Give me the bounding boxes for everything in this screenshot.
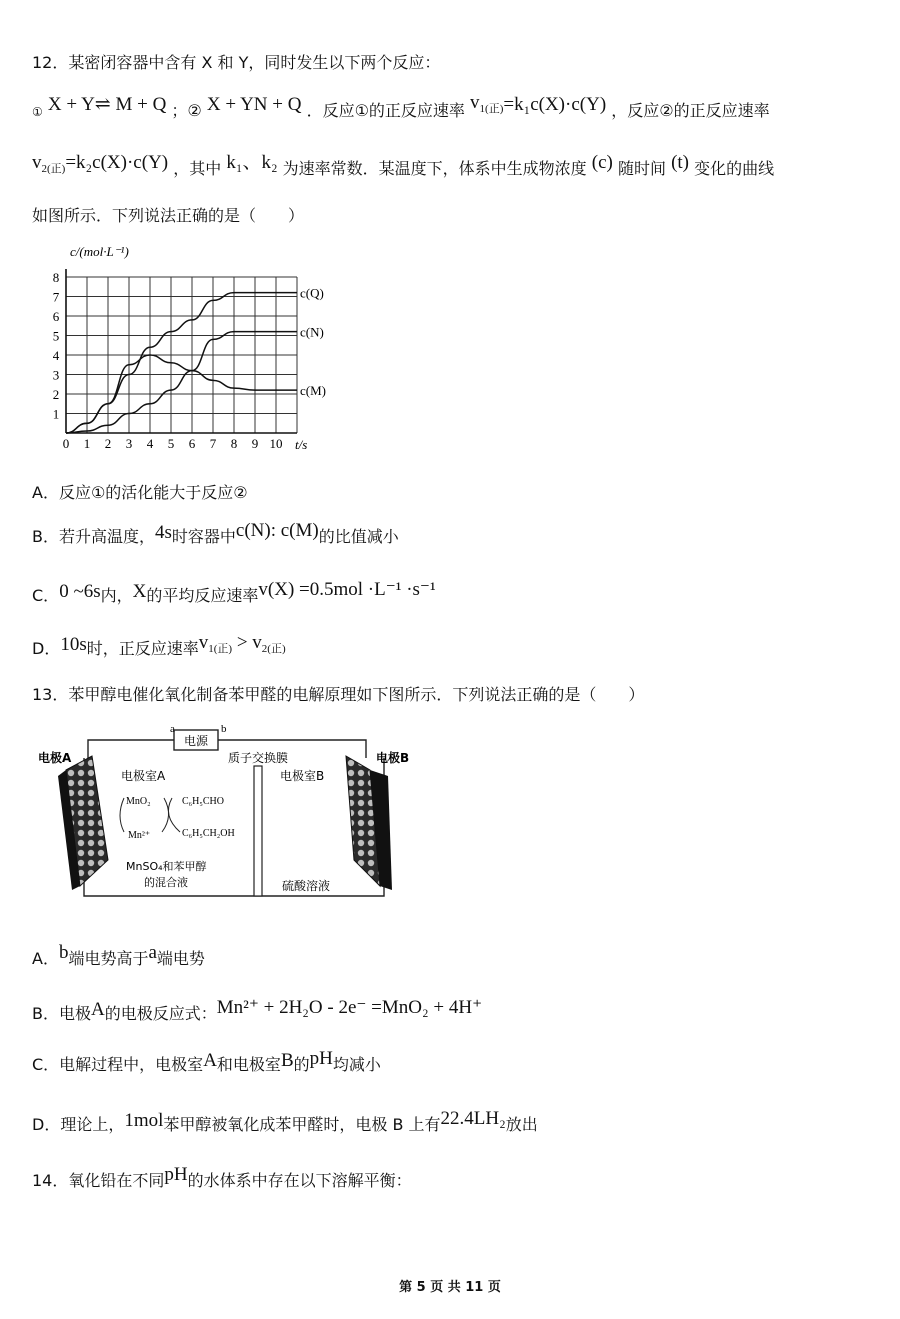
a-b-terminal: b <box>58 942 69 963</box>
x-tick-label: 7 <box>209 436 217 451</box>
terminal-a: a <box>170 723 175 735</box>
concentration-time-chart <box>36 240 336 455</box>
benzyl-alcohol-label: C₆H₅CH₂OH <box>182 828 235 839</box>
y-tick-label: 7 <box>52 289 60 305</box>
electrode-a-label: 电极A <box>38 751 72 765</box>
q12-reactions-line <box>32 92 770 123</box>
c-rate: v(X) =0.5mol ·L⁻¹ ·s⁻¹ <box>258 579 436 600</box>
series-label: c(M) <box>300 383 326 399</box>
x-axis-label: t/s <box>295 437 308 452</box>
q12-option-d: D．10s时，正反应速率$v_{1(正)} > v_{2(正)}$ <box>32 632 286 658</box>
x-tick-label: 1 <box>83 436 91 451</box>
cycle-arrow-right <box>168 798 180 832</box>
y-tick-label: 5 <box>52 328 60 344</box>
q13-option-a: A．b端电势高于a端电势 <box>32 942 205 968</box>
solution-a-line1: MnSO₄和苯甲醇 <box>126 860 207 873</box>
b-time: 4s <box>154 522 172 543</box>
x-tick-label: 4 <box>146 436 154 451</box>
text-rate1: ．反应①的正反应速率 <box>306 101 465 120</box>
terminal-b: b <box>221 723 227 735</box>
power-source-label: 电源 <box>183 734 209 748</box>
t-variable: (t) <box>671 152 690 173</box>
series-label: c(Q) <box>300 285 324 301</box>
mn2-label: Mn²⁺ <box>128 830 151 841</box>
c-chamber-a: A <box>203 1050 217 1071</box>
y-tick-label: 1 <box>52 406 60 422</box>
separator: ；② <box>171 101 202 120</box>
electrolysis-cell-diagram <box>36 718 426 903</box>
q12-stem-line1: 12．某密闭容器中含有 X 和 Y，同时发生以下两个反应： <box>32 53 441 72</box>
cycle-arrow-mid <box>162 798 169 832</box>
y-tick-label: 4 <box>52 348 60 363</box>
q12-option-c: C．0 ~6s内，X的平均反应速率v(X) =0.5mol ·L⁻¹ ·s⁻¹ <box>32 579 436 605</box>
mno2-label: MnO₂ <box>126 796 151 807</box>
reaction2-equation: X + YN + Q <box>206 94 302 115</box>
d-v1: $v_{1(正)}$ <box>198 632 233 655</box>
q12-option-b: B．若升高温度，4s时容器中c(N): c(M)的比值减小 <box>32 520 399 546</box>
x-tick-label: 0 <box>62 436 70 451</box>
electrode-equation: Mn²⁺ + 2H₂O - 2e⁻ =MnO₂ + 4H⁺ <box>216 997 483 1018</box>
series-line-cq <box>66 293 297 433</box>
q14-stem: 14．氧化铅在不同pH的水体系中存在以下溶解平衡： <box>32 1164 412 1190</box>
q13-option-d: D．理论上，1mol苯甲醇被氧化成苯甲醛时，电极 B 上有22.4LH₂放出 <box>32 1108 538 1134</box>
text-rate2: ，反应②的正反应速率 <box>611 101 770 120</box>
d-time: 10s <box>60 634 87 655</box>
q13-option-c: C．电解过程中，电极室A和电极室B的pH均减小 <box>32 1048 381 1074</box>
x-tick-label: 10 <box>269 436 283 451</box>
chart-curves <box>66 286 326 433</box>
text-curve: 变化的曲线 <box>694 159 775 178</box>
membrane-label: 质子交换膜 <box>227 751 289 765</box>
y-tick-label: 2 <box>52 387 60 402</box>
b-electrode-a: A <box>90 999 105 1020</box>
series-line-cn <box>66 332 297 433</box>
v2-label: $v_{2(正)}$ <box>32 152 66 175</box>
electrode-b-label: 电极B <box>376 751 410 765</box>
text-constants: 为速率常数．某温度下，体系中生成物浓度 <box>282 159 587 178</box>
x-tick-label: 3 <box>125 436 133 451</box>
q12-option-a: A．反应①的活化能大于反应② <box>32 483 248 502</box>
c-ph: pH <box>309 1048 333 1069</box>
c-x: X <box>132 581 147 602</box>
v2-expression: =k₂c(X)·c(Y) <box>65 152 169 173</box>
proton-exchange-membrane <box>254 766 262 896</box>
chamber-a-label: 电极室A <box>121 769 166 783</box>
c-chamber-b: B <box>280 1050 294 1071</box>
q13-stem: 13．苯甲醇电催化氧化制备苯甲醛的电解原理如下图所示．下列说法正确的是（ ） <box>32 685 645 704</box>
c-variable: (c) <box>591 152 613 173</box>
b-ratio: c(N): c(M) <box>235 520 319 541</box>
y-tick-label: 6 <box>52 309 60 324</box>
x-tick-label: 8 <box>230 436 238 451</box>
page-footer: 第 5 页 共 11 页 <box>399 1280 501 1295</box>
text-with-time: 随时间 <box>617 159 666 178</box>
x-tick-label: 5 <box>167 436 175 451</box>
solution-b-label: 硫酸溶液 <box>282 879 331 893</box>
wire-a <box>88 740 174 758</box>
y-tick-label: 3 <box>52 367 60 383</box>
v1-label: $v_{1(正)}$ <box>470 92 504 115</box>
d-volume: 22.4LH₂ <box>440 1108 506 1129</box>
x-tick-label: 2 <box>104 436 112 451</box>
d-amount: 1mol <box>124 1110 164 1131</box>
v1-expression: =k₁c(X)·c(Y) <box>503 94 607 115</box>
reaction1-equation: X + Y⇌ M + Q <box>47 94 167 115</box>
text-where: ，其中 <box>173 159 222 178</box>
q13-option-b: B．电极A的电极反应式：Mn²⁺ + 2H₂O - 2e⁻ =MnO₂ + 4H⁺ <box>32 997 483 1023</box>
q12-stem-line4: 如图所示．下列说法正确的是（ ） <box>32 206 305 225</box>
cycle-arrow-left <box>120 798 124 832</box>
x-tick-label: 9 <box>251 436 259 451</box>
d-v2: $v_{2(正)}$ <box>252 632 286 655</box>
series-label: c(N) <box>300 324 324 340</box>
y-tick-label: 8 <box>52 270 60 285</box>
c-interval: 0 ~6s <box>59 581 101 602</box>
k-variables: k₁、k₂ <box>226 152 278 173</box>
solution-a-line2: 的混合液 <box>144 876 188 889</box>
r1-mark: ① <box>32 105 43 119</box>
benzaldehyde-label: C₆H₅CHO <box>182 796 224 807</box>
x-tick-label: 6 <box>188 436 196 451</box>
a-a-terminal: a <box>148 942 157 963</box>
y-axis-label: c/(mol·L⁻¹) <box>70 244 129 259</box>
q12-rate2-line <box>32 152 774 180</box>
chamber-b-label: 电极室B <box>280 769 325 783</box>
q14-ph: pH <box>164 1164 188 1185</box>
